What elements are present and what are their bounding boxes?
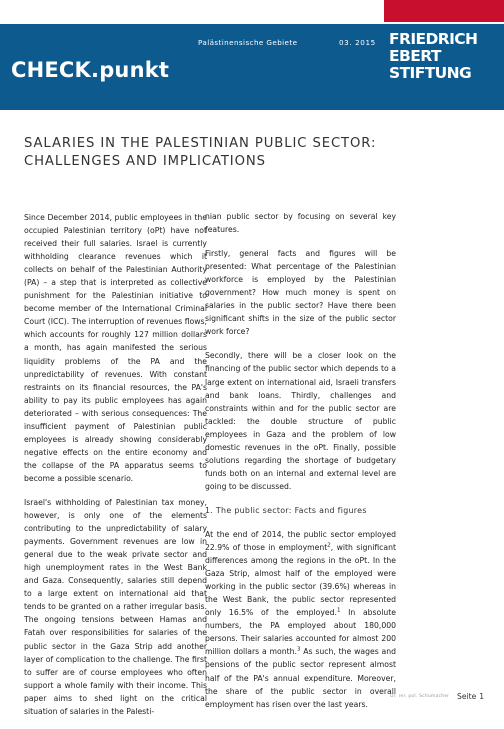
footnote-ref[interactable]: 1 — [336, 607, 341, 614]
logo-line: FRIEDRICH — [389, 30, 478, 48]
issue-date: 03. 2015 — [339, 38, 376, 47]
page-title — [24, 135, 484, 171]
paragraph: nian public sector by focusing on several key features. — [205, 212, 396, 235]
footnote-ref[interactable]: 2 — [327, 542, 331, 549]
logo-line: STIFTUNG — [389, 64, 472, 82]
paragraph — [205, 528, 396, 711]
page-label: Seite — [457, 692, 477, 701]
header-banner — [0, 24, 504, 110]
paragraph: Israel's withholding of Palestinian tax money, however, is only one of the elements contributing to the unpredictability of salary payments. Government revenues are low in general due to the weak private sector and high unemployment rates in the West Bank and Gaza. Consequently, salaries still depend to a large extent on international aid that tends to be granted on a rather irregular basis. The ongoing tensions between Hamas and Fatah over responsibilities for salaries of the public sector in the Gaza Strip add another layer of complication to the challenge. The first to suffer are of course employees who often support a whole family with their income. This paper aims to shed light on the critical situation of salaries in the Palesti- — [24, 497, 207, 716]
text-run: , with significant differences among the regions in the oPt. In the Gaza Strip, almost half of the employed were working in the public sector (39.6%) whereas in the West Bank, the public sector represented only 16.5% of the employed. — [205, 543, 396, 618]
page-number-value: 1 — [479, 692, 485, 701]
text-column-right — [205, 210, 396, 722]
title-line: CHALLENGES AND IMPLICATIONS — [24, 154, 266, 169]
logo-line: EBERT — [389, 47, 441, 65]
footer-note: Dr. rer. pol. Schumacher — [390, 694, 450, 699]
text-run: As such, the wages and pensions of the public sector represent almost half of the PA's annual expenditure. Moreover, the share of the public sector in overall employment has risen over the last years. — [205, 647, 396, 709]
text-run: In absolute numbers, the PA employed about 180,000 persons. Their salaries accounted for almost 200 million dollars a month. — [205, 608, 396, 657]
section-heading: 1. The public sector: Facts and figures — [205, 505, 367, 515]
footnote-ref[interactable]: 3 — [296, 646, 301, 653]
title-line: SALARIES IN THE PALESTINIAN PUBLIC SECTOR: — [24, 136, 377, 151]
paragraph: Firstly, general facts and figures will be presented: What percentage of the Palestinian workforce is employed by the Palestinian government? How much money is spent on salaries in the public sector? Have there been significant shifts in the size of the public sector work force? — [205, 249, 396, 337]
series-label: Palästinensische Gebiete — [198, 38, 298, 47]
fes-logo — [389, 31, 499, 82]
text-run: At the end of 2014, the public sector employed 22.9% of those in employment — [205, 529, 396, 553]
red-corner-accent — [384, 0, 504, 22]
text-column-left — [24, 211, 207, 729]
page-number — [454, 692, 484, 701]
brand-title: CHECK.punkt — [11, 58, 170, 82]
paragraph: Secondly, there will be a closer look on the financing of the public sector which depends to a large extent on international aid, Israeli transfers and bank loans. Thirdly, challenges and constraints within and for the public sector are tackled: the double structure of public employees in Gaza and the problem of low domestic revenues in the oPt. Finally, possible solutions regarding the shortage of budgetary funds both on an internal and external level are going to be discussed. — [205, 351, 396, 491]
paragraph: Since December 2014, public employees in the occupied Palestinian territory (oPt) have not received their full salaries. Israel is currently withholding clearance revenues which it collects on behalf of the Palestinian Authority (PA) – a step that is interpreted as collective punishment for the Palestinian initiative to become member of the International Criminal Court (ICC). The interruption of revenues flows, which accounts for roughly 127 million dollars a month, has again manifested the serious liquidity problems of the PA and the unpredictability of revenues. With constant restraints on its financial resources, the PA's ability to pay its public employees has again deteriorated – with serious consequences: The insufficient payment of Palestinian public employees is already showing considerably negative effects on the entire economy and the collapse of the PA apparatus seems to become a possible scenario. — [24, 213, 207, 483]
